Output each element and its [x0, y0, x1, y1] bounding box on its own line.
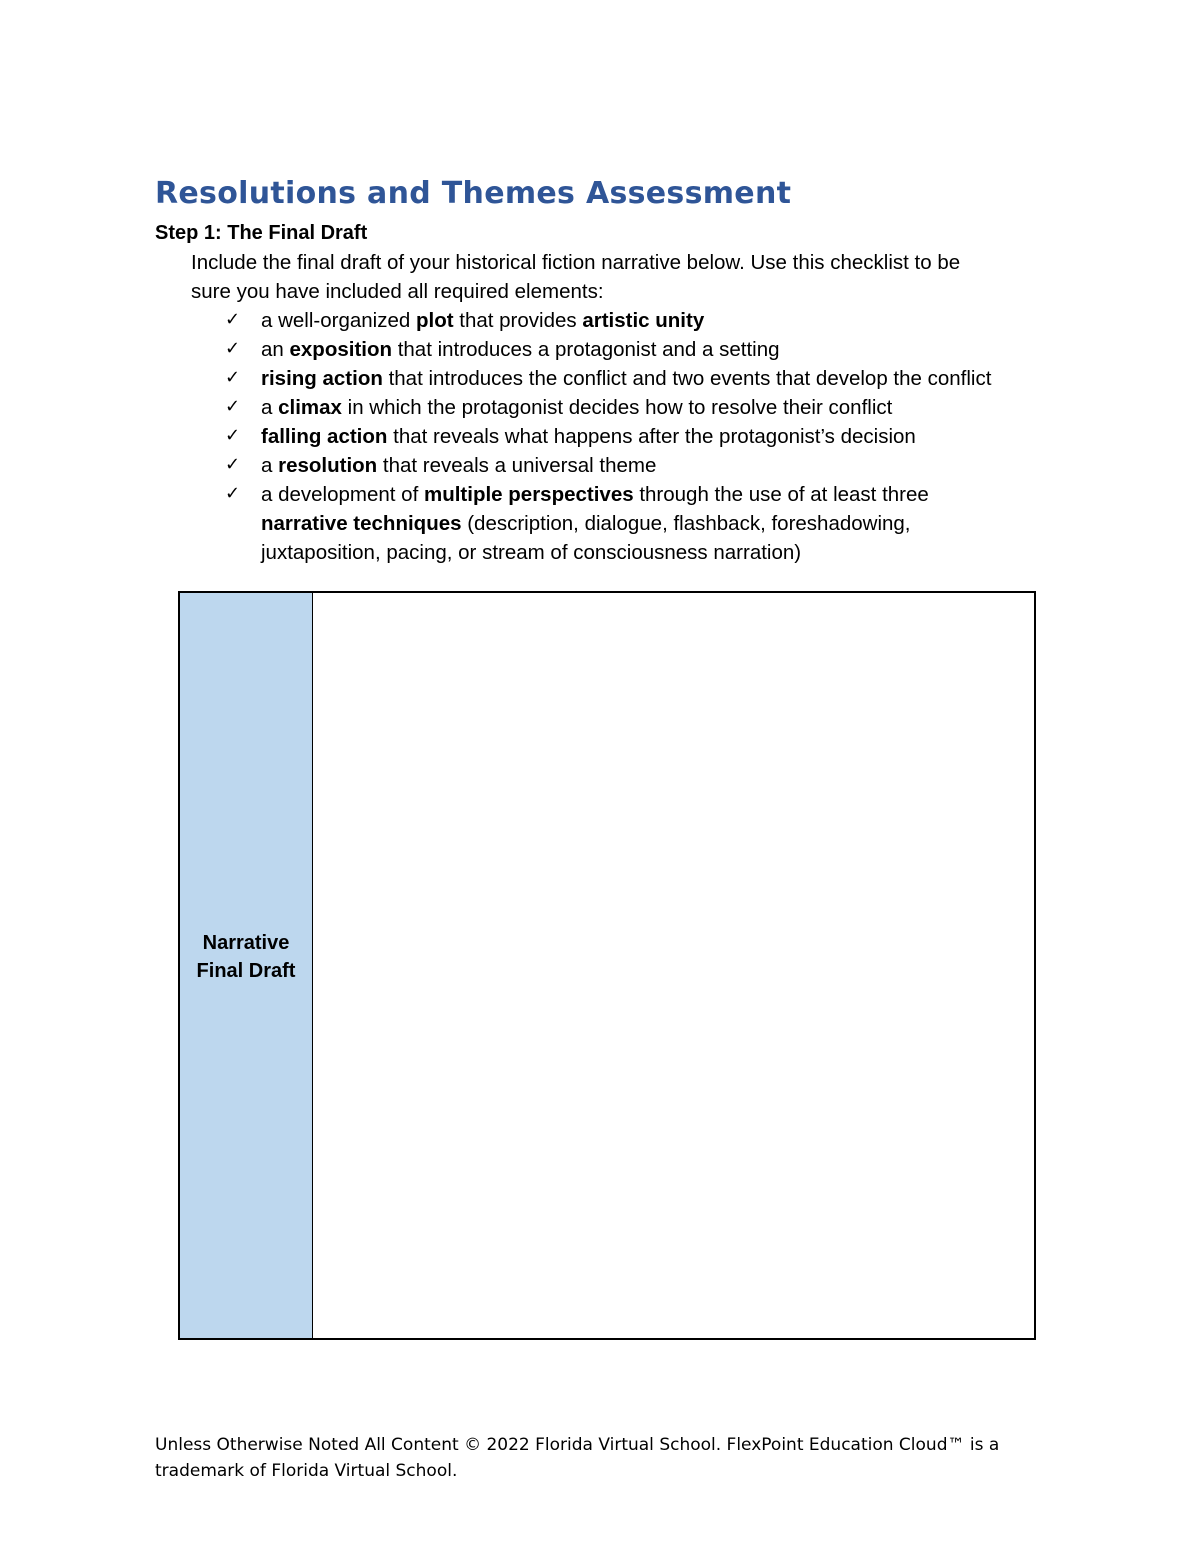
text-run: a development of [261, 483, 424, 506]
table-label [197, 929, 296, 985]
bold-term: exposition [289, 338, 393, 361]
text-run: an [261, 338, 290, 361]
text-run: that reveals a universal theme [377, 454, 657, 477]
checklist-item [222, 480, 1062, 567]
bold-term: plot [415, 309, 454, 332]
checklist-item-text [261, 335, 780, 364]
text-run: a [261, 454, 279, 477]
text-run: that reveals what happens after the protagonist’s decision [387, 425, 916, 448]
checklist-item [222, 306, 1062, 335]
text-run: through the use of at least three [633, 483, 929, 506]
checkmark-icon: ✓ [225, 338, 241, 359]
text-run: (description, dialogue, flashback, foreshadowing, [461, 512, 911, 535]
checkmark-icon: ✓ [225, 396, 241, 417]
text-run: a [261, 396, 279, 419]
checkmark-icon: ✓ [225, 425, 241, 446]
requirements-checklist [222, 306, 1062, 567]
checkmark-icon: ✓ [225, 309, 241, 330]
checkmark-icon: ✓ [225, 454, 241, 475]
text-run: in which the protagonist decides how to resolve their conflict [341, 396, 893, 419]
checklist-item-text [261, 306, 704, 335]
checklist-item-text [261, 422, 916, 451]
checklist-item [222, 451, 1062, 480]
footer-line: Unless Otherwise Noted All Content © 2022 Florida Virtual School. FlexPoint Education Cloud™ is a [155, 1435, 1000, 1455]
text-run: that introduces a protagonist and a setting [392, 338, 780, 361]
narrative-draft-table [178, 591, 1036, 1340]
checklist-item-text [261, 364, 991, 393]
bold-term: rising action [261, 367, 383, 390]
text-run: juxtaposition, pacing, or stream of consciousness narration) [261, 541, 802, 564]
checklist-item [222, 335, 1062, 364]
table-label-cell [180, 593, 313, 1338]
checklist-item [222, 393, 1062, 422]
bold-term: falling action [261, 425, 388, 448]
checkmark-icon: ✓ [225, 367, 241, 388]
table-label-line: Narrative [202, 931, 290, 954]
intro-paragraph [191, 248, 1051, 306]
page-title: Resolutions and Themes Assessment [155, 176, 792, 211]
bold-term: artistic unity [582, 309, 705, 332]
footer-line: trademark of Florida Virtual School. [155, 1461, 458, 1481]
checklist-item-line [261, 509, 929, 538]
bold-term: narrative techniques [261, 512, 462, 535]
bold-term: multiple perspectives [423, 483, 634, 506]
checklist-item-text [261, 393, 892, 422]
table-label-line: Final Draft [196, 959, 296, 982]
text-run: a well-organized [261, 309, 416, 332]
text-run: that introduces the conflict and two events that develop the conflict [382, 367, 992, 390]
bold-term: resolution [278, 454, 378, 477]
checkmark-icon: ✓ [225, 483, 241, 504]
checklist-item-line [261, 480, 929, 509]
checklist-item [222, 364, 1062, 393]
checklist-item-line [261, 538, 929, 567]
step-heading: Step 1: The Final Draft [155, 222, 368, 244]
intro-line: Include the final draft of your historical fiction narrative below. Use this checklist to be [191, 251, 961, 274]
text-run: that provides [453, 309, 583, 332]
checklist-item-text [261, 451, 656, 480]
checklist-item [222, 422, 1062, 451]
bold-term: climax [278, 396, 342, 419]
narrative-answer-cell[interactable] [313, 593, 1034, 1338]
checklist-item-text [261, 480, 929, 567]
copyright-footer [155, 1432, 1055, 1484]
intro-line: sure you have included all required elements: [191, 280, 604, 303]
